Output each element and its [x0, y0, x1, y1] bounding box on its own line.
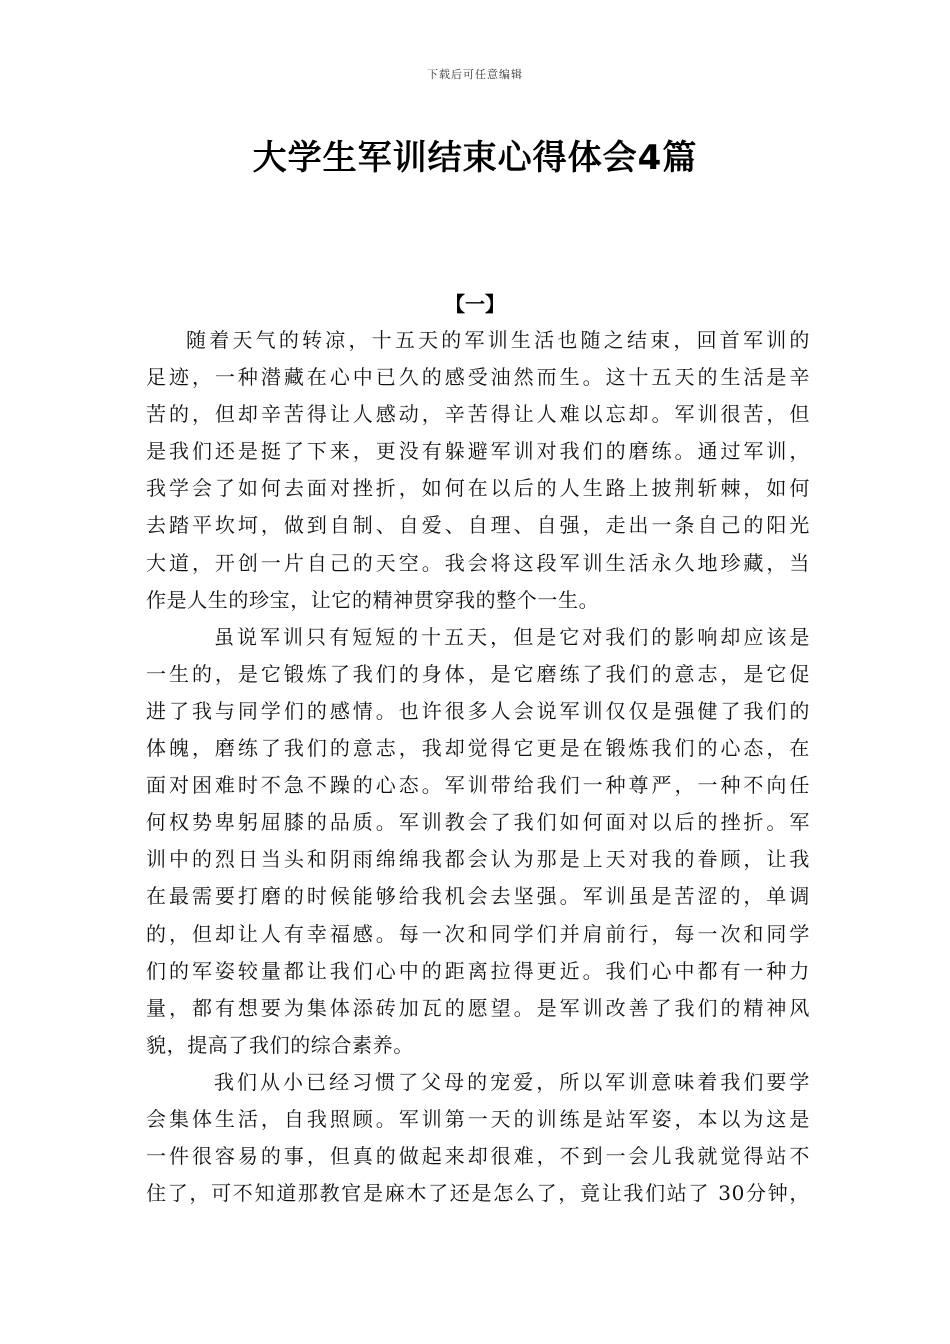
text-line: 大道，开创一片自己的天空。我会将这段军训生活永久地珍藏，当 — [146, 550, 810, 575]
text-line: 我学会了如何去面对挫折，如何在以后的人生路上披荆斩棘，如何 — [146, 476, 810, 501]
text-line: 会集体生活，自我照顾。军训第一天的训练是站军姿，本以为这是 — [146, 1106, 810, 1131]
text-line: 体魄，磨练了我们的意志，我却觉得它更是在锻炼我们的心态，在 — [146, 736, 810, 761]
text-line: 进了我与同学们的感情。也许很多人会说军训仅仅是强健了我们的 — [146, 698, 810, 723]
text-line: 一件很容易的事，但真的做起来却很难，不到一会儿我就觉得站不 — [146, 1144, 810, 1169]
header-note: 下载后可任意编辑 — [427, 68, 523, 81]
text-line: 一生的，是它锻炼了我们的身体，是它磨练了我们的意志，是它促 — [146, 661, 810, 686]
text-line: 足迹，一种潜藏在心中已久的感受油然而生。这十五天的生活是辛 — [146, 365, 810, 390]
section-heading: 【一】 — [445, 292, 505, 316]
body-text — [146, 322, 810, 1212]
text-line: 量，都有想要为集体添砖加瓦的愿望。是军训改善了我们的精神风 — [146, 995, 810, 1020]
text-line: 随着天气的转凉，十五天的军训生活也随之结束，回首军训的 — [186, 328, 810, 352]
text-line: 是我们还是挺了下来，更没有躲避军训对我们的磨练。通过军训， — [146, 439, 810, 464]
text-line: 貌，提高了我们的综合素养。 — [146, 1032, 414, 1057]
text-line: 们的军姿较量都让我们心中的距离拉得更近。我们心中都有一种力 — [146, 958, 810, 983]
page-title: 大学生军训结束心得体会4篇 — [252, 138, 698, 178]
text-line: 虽说军训只有短短的十五天，但是它对我们的影响却应该是 — [214, 624, 810, 649]
text-line: 何权势卑躬屈膝的品质。军训教会了我们如何面对以后的挫折。军 — [146, 810, 810, 835]
text-line: 作是人生的珍宝，让它的精神贯穿我的整个一生。 — [146, 587, 600, 612]
text-line: 苦的，但却辛苦得让人感动，辛苦得让人难以忘却。军训很苦，但 — [146, 402, 810, 427]
text-line: 在最需要打磨的时候能够给我机会去坚强。军训虽是苦涩的，单调 — [146, 884, 810, 909]
text-line: 面对困难时不急不躁的心态。军训带给我们一种尊严，一种不向任 — [146, 773, 810, 798]
text-line: 去踏平坎坷，做到自制、自爱、自理、自强，走出一条自己的阳光 — [146, 513, 810, 538]
text-line: 住了，可不知道那教官是麻木了还是怎么了，竟让我们站了 30分钟， — [146, 1181, 810, 1206]
text-line: 我们从小已经习惯了父母的宠爱，所以军训意味着我们要学 — [214, 1069, 810, 1094]
text-line: 训中的烈日当头和阴雨绵绵我都会认为那是上天对我的眷顾，让我 — [146, 847, 810, 872]
text-line: 的，但却让人有幸福感。每一次和同学们并肩前行，每一次和同学 — [146, 921, 810, 946]
